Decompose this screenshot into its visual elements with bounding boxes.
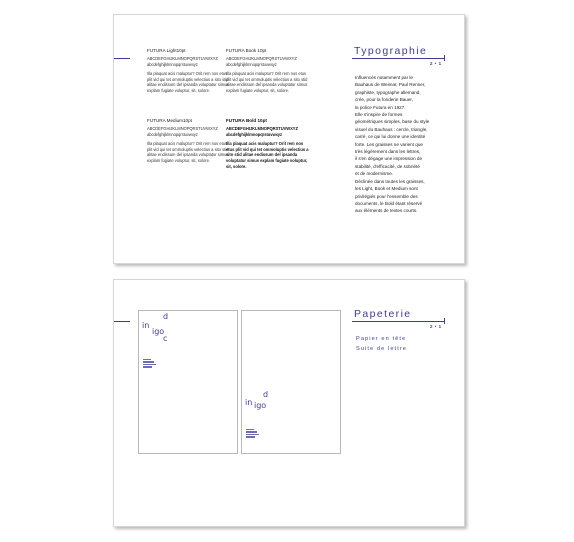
logo-letter: d — [263, 390, 269, 399]
body-line: Influencés notamment par le — [355, 75, 413, 80]
specimen-futura-book — [226, 48, 310, 94]
indigo-logo-small — [245, 391, 285, 421]
section-rule-tick — [444, 55, 445, 61]
continuation-sheet — [241, 310, 341, 454]
specimen-sample: Illa plaquat acis maluptur? Orit rem nos etus plit vid qui tet ommoluptis velectius a sito stid alitae endissum del ipsanda voluptatur simus explam fugiate voluptur, sit, solore. — [226, 71, 308, 93]
body-line: la police Futura en 1927. — [355, 104, 406, 110]
body-line: géométriques simples, base du style — [355, 119, 430, 125]
body-line: il s'en dégage une impression de — [355, 156, 423, 162]
specimen-sample: Illa plaquat acis maluptur? Orit rem nos etus plit vid qui tet ommoluptis velectius a sito stid alitae endissum del ipsanda voluptatur simus explam fugiate voluptur, sit, solore. — [147, 141, 229, 163]
body-line: crée, pour la fonderie Bauer, — [355, 97, 413, 103]
specimen-futura-medium — [147, 118, 231, 164]
logo-letter: igo — [254, 401, 267, 410]
body-line: forte. Les graisses ne varient que — [355, 141, 423, 147]
stationery-page — [113, 279, 465, 527]
body-line: documents, le Bold étant réservé — [355, 200, 423, 206]
section-rule — [352, 58, 444, 59]
item-continuation-sheet: Suite de lettre — [356, 346, 408, 352]
left-margin-rule — [114, 58, 130, 59]
body-line: Bauhaus de Weimar, Paul Renner, — [355, 82, 426, 88]
specimen-sample: Illa plaquat acis maluptur? Orit rem nos etus plit vid qui tet ommoluptis velectius a sito stid alitae endissum del ipsanda voluptatur simus explam fugiate voluptur, sit, solore. — [226, 141, 309, 169]
specimen-uppercase: ABCDEFGHIJKLMNOPQRSTUVWXYZ — [147, 126, 218, 131]
section-title: Papeterie — [354, 308, 412, 320]
address-block — [246, 429, 260, 439]
indigo-logo — [142, 313, 182, 349]
logo-letter: c — [163, 334, 168, 343]
specimen-futura-bold — [226, 118, 310, 169]
specimen-lowercase: abcdefghijklmnopqrstuvwxyz — [147, 131, 198, 137]
logo-letter: in — [142, 321, 150, 330]
stationery-item-list — [356, 334, 407, 354]
section-number: 2 • 1 — [430, 61, 442, 66]
specimen-futura-light — [147, 48, 231, 94]
section-rule — [352, 321, 444, 322]
specimen-name: FUTURA Bold 10pt — [226, 118, 267, 123]
body-line: Elle s'inspire de formes — [355, 112, 403, 118]
body-line: visuel du Bauhaus : cercle, triangle, — [355, 126, 428, 132]
specimen-name: FUTURA Light10pt — [147, 48, 186, 53]
body-line: et de modernisme. — [355, 171, 394, 177]
logo-letter: d — [163, 312, 169, 321]
left-margin-rule — [114, 321, 130, 322]
specimen-lowercase: abcdefghijklmnopqrstuvwxyz — [226, 131, 283, 137]
logo-letter: igo — [152, 327, 165, 336]
specimen-lowercase: abcdefghijklmnopqrstuvwxyz — [226, 61, 277, 67]
body-line: privilégiés pour l'ensemble des — [355, 193, 418, 199]
specimen-uppercase: ABCDEFGHIJKLMNOPQRSTUVWXYZ — [147, 56, 218, 61]
specimen-uppercase: ABCDEFGHIJKLMNOPQRSTUVWXYZ — [226, 126, 298, 131]
section-number: 2 • 1 — [430, 324, 442, 329]
section-title: Typographie — [354, 45, 428, 57]
typography-page — [113, 14, 465, 264]
specimen-name: FUTURA Book 10pt — [226, 48, 267, 53]
logo-letter: in — [245, 398, 253, 407]
specimen-lowercase: abcdefghijklmnopqrstuvwxyz — [147, 61, 198, 67]
body-line: carré, ce qui lui donne une identité — [355, 134, 426, 140]
body-line: graphiste, typographe allemand, — [355, 89, 421, 95]
specimen-sample: Illa plaquat acis maluptur? Orit rem nos etus plit vid qui tet ommoluptis velectius a sito stid alitae endissum del ipsanda voluptatur simus explam fugiate voluptur, sit, solore. — [147, 71, 229, 93]
address-block — [143, 359, 157, 369]
item-letterhead: Papier en tête — [356, 336, 407, 342]
specimen-name: FUTURA Medium10pt — [147, 118, 192, 123]
body-line: très légèrement dans les lettres, — [355, 149, 421, 155]
specimen-uppercase: ABCDEFGHIJKLMNOPQRSTUVWXYZ — [226, 56, 297, 61]
body-line: les Light, Book et Medium sont — [355, 186, 418, 192]
section-rule-tick — [444, 318, 445, 324]
typography-body-text — [355, 74, 441, 215]
letterhead-sheet — [138, 310, 238, 454]
body-line: stabilité, d'efficacité, de sobriété — [355, 163, 420, 169]
body-line: aux éléments de textes courts. — [355, 208, 418, 214]
body-line: Déclinée dans toutes les graisses, — [355, 178, 425, 184]
